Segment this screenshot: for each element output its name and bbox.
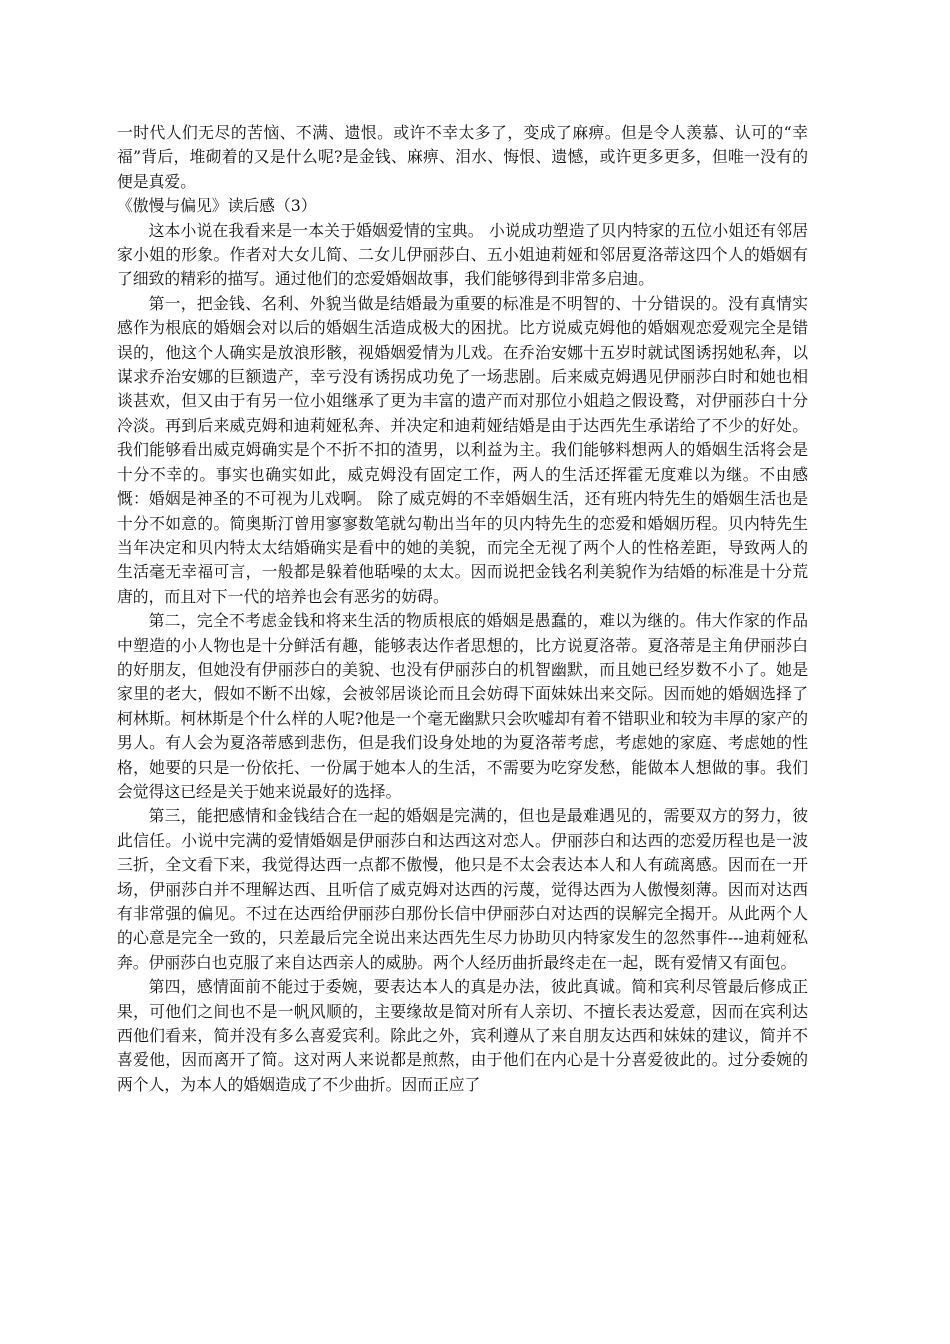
section-title: 《傲慢与偏见》读后感（3） — [117, 196, 317, 216]
body-paragraph-4: 第三，能把感情和金钱结合在一起的婚姻是完满的，但也是最难遇见的，需要双方的努力，彼此信任。小说中完满的爱情婚姻是伊丽莎白和达西这对恋人。伊丽莎白和达西的恋爱历程也是一波三折，全文看下来，我觉得达西一点都不傲慢，他只是不太会表达本人和人有疏离感。因而在一开场，伊丽莎白并不理解达西、且听信了威克姆对达西的污蔑，觉得达西为人傲慢刻薄。因而对达西有非常强的偏见。不过在达西给伊丽莎白那份长信中伊丽莎白对达西的误解完全揭开。从此两个人的心意是完全一致的，只差最后完全说出来达西先生尽力协助贝内特家发生的忽然事件---迪莉娅私奔。伊丽莎白也克服了来自达西亲人的威胁。两个人经历曲折最终走在一起，既有爱情又有面包。 — [117, 806, 808, 972]
body-paragraph-3: 第二，完全不考虑金钱和将来生活的物质根底的婚姻是愚蠢的，难以为继的。伟大作家的作品中塑造的小人物也是十分鲜活有趣，能够表达作者思想的，比方说夏洛蒂。夏洛蒂是主角伊丽莎白的好朋友，但她没有伊丽莎白的美貌、也没有伊丽莎白的机智幽默，而且她已经岁数不小了。她是家里的老大，假如不断不出嫁，会被邻居谈论而且会妨碍下面妹妹出来交际。因而她的婚姻选择了柯林斯。柯林斯是个什么样的人呢?他是一个毫无幽默只会吹嘘却有着不错职业和较为丰厚的家产的男人。有人会为夏洛蒂感到悲伤，但是我们设身处地的为夏洛蒂考虑，考虑她的家庭、考虑她的性格，她要的只是一份依托、一份属于她本人的生活，不需要为吃穿发愁，能做本人想做的事。我们会觉得这已经是关于她来说最好的选择。 — [117, 611, 808, 801]
intro-paragraph: 一时代人们无尽的苦恼、不满、遗恨。或许不幸太多了，变成了麻痹。但是令人羡慕、认可的“幸福”背后，堆砌着的又是什么呢?是金钱、麻痹、泪水、悔恨、遗憾，或许更多更多，但唯一没有的便是真爱。 — [117, 123, 808, 191]
document-page — [117, 121, 808, 1097]
body-paragraph-1: 这本小说在我看来是一本关于婚姻爱情的宝典。 小说成功塑造了贝内特家的五位小姐还有邻居家小姐的形象。作者对大女儿简、二女儿伊丽莎白、五小姐迪莉娅和邻居夏洛蒂这四个人的婚姻有了细致的精彩的描写。通过他们的恋爱婚姻故事，我们能够得到非常多启迪。 — [117, 220, 808, 289]
body-paragraph-2: 第一，把金钱、名利、外貌当做是结婚最为重要的标准是不明智的、十分错误的。没有真情实感作为根底的婚姻会对以后的婚姻生活造成极大的困扰。比方说威克姆他的婚姻观恋爱观完全是错误的，他这个人确实是放浪形骸，视婚姻爱情为儿戏。在乔治安娜十五岁时就试图诱拐她私奔，以谋求乔治安娜的巨额遗产，幸亏没有诱拐成功免了一场悲剧。后来威克姆遇见伊丽莎白时和她也相谈甚欢，但又由于有另一位小姐继承了更为丰富的遗产而对那位小姐趋之假设鹜，对伊丽莎白十分冷淡。再到后来威克姆和迪莉娅私奔、并决定和迪莉娅结婚是由于达西先生承诺给了不少的好处。我们能够看出威克姆确实是个不折不扣的渣男，以利益为主。我们能够料想两人的婚姻生活将会是十分不幸的。事实也确实如此，威克姆没有固定工作，两人的生活还挥霍无度难以为继。不由感慨：婚姻是神圣的不可视为儿戏啊。 除了威克姆的不幸婚姻生活，还有班内特先生的婚姻生活也是十分不如意的。简奥斯汀曾用寥寥数笔就勾勒出当年的贝内特先生的恋爱和婚姻历程。贝内特先生当年决定和贝内特太太结婚确实是看中的她的美貌，而完全无视了两个人的性格差距，导致两人的生活毫无幸福可言，一般都是躲着他聒噪的太太。因而说把金钱名利美貌作为结婚的标准是十分荒唐的，而且对下一代的培养也会有恶劣的妨碍。 — [117, 293, 808, 606]
body-paragraph-5: 第四，感情面前不能过于委婉，要表达本人的真是办法，彼此真诚。简和宾利尽管最后修成正果，可他们之间也不是一帆风顺的，主要缘故是简对所有人亲切、不擅长表达爱意，因而在宾利达西他们看来，简并没有多么喜爱宾利。除此之外，宾利遵从了来自朋友达西和妹妹的建议，简并不喜爱他，因而离开了简。这对两人来说都是煎熬，由于他们在内心是十分喜爱彼此的。过分委婉的两个人，为本人的婚姻造成了不少曲折。因而正应了 — [117, 977, 808, 1094]
